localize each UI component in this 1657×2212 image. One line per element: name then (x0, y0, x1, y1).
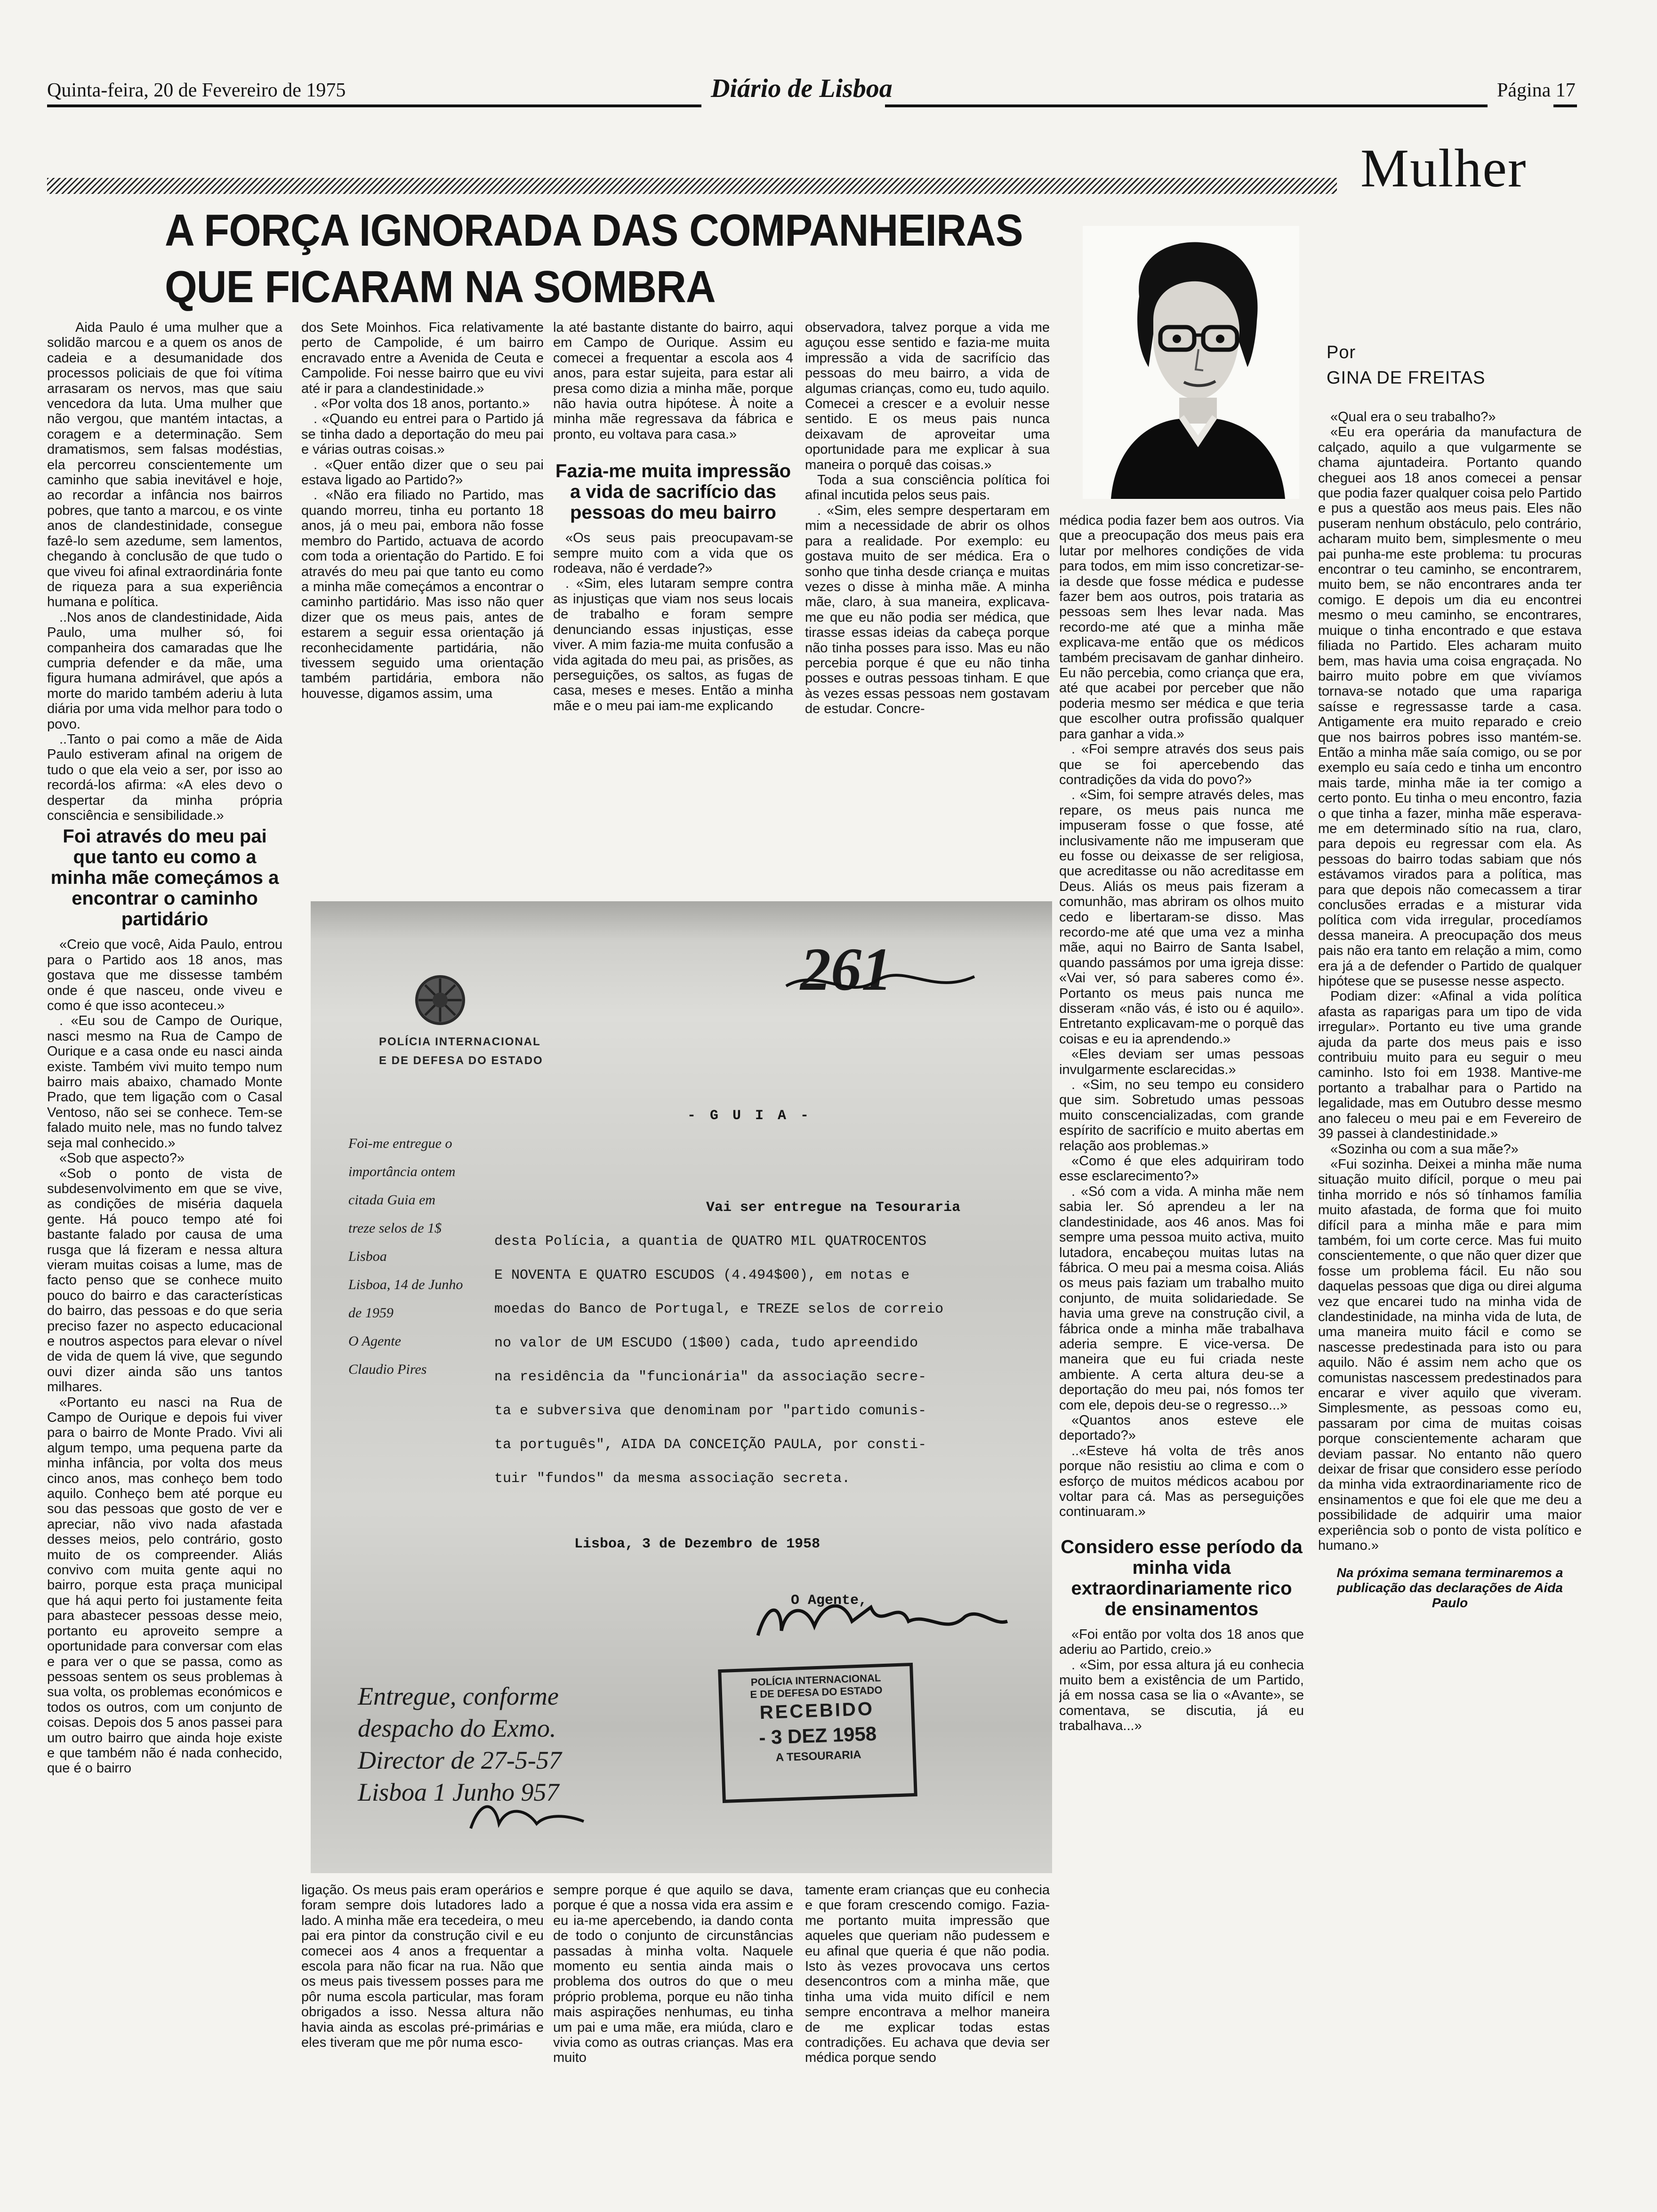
paragraph: . «Sim, eles lutaram sempre contra as injustiças que viam nos seus locais de trabalho e foram sempre denunciando essas injustiças, esse viver. A mim fazia-me muita confusão a vida agitada do meu pai, as prisões, as perseguições, os saltos, as fugas de casa, meses e meses. Então a minha mãe e o meu pai iam-me explicando (553, 576, 793, 713)
subheading: Fazia-me muita impressão a vida de sacrifício das pessoas do meu bairro (555, 461, 791, 523)
typed-line: moedas do Banco de Portugal, e TREZE selos de correio (494, 1301, 944, 1317)
paragraph: «Portanto eu nasci na Rua de Campo de Ourique e depois fui viver para o bairro de Monte Prado. Vivi ali algum tempo, uma pequena parte da minha infância, por volta dos meus cinco anos, mas conheço bem todo aquilo. Conheço bem até porque eu sou das pessoas que gosto de ver e apreciar, não vivo nada afastada desses meios, pelo contrário, gosto muito de os compreender. Aliás convivo com muita gente aqui no bairro, porque esta praça municipal que há aqui perto foi justamente feita para abastecer pessoas desse meio, portanto eu aproveito sempre a oportunidade para conversar com elas e para ver o que se passa, como as pessoas sentem os seus problemas à sua volta, os problemas económicos e todos os outros, com um conjunto de coisas. Depois dos 5 anos passei para um outro bairro que ainda hoje existe e que também não é nada conhecido, que é o bairro (47, 1395, 282, 1776)
paragraph: «Foi então por volta dos 18 anos que aderiu ao Partido, creio.» (1059, 1627, 1304, 1658)
note-line: importância ontem (348, 1164, 456, 1179)
received-stamp (718, 1663, 917, 1803)
paragraph: «Eles deviam ser umas pessoas invulgarmente esclarecidas.» (1059, 1047, 1304, 1077)
paragraph: ..Nos anos de clandestinidade, Aida Paulo, uma mulher só, foi companheira dos camaradas que lhe cumpria defender e da mãe, uma figura humana admirável, que após a morte do marido também aderiu à luta diária por uma vida melhor para todo o povo. (47, 609, 282, 732)
paragraph: . «Foi sempre através dos seus pais que se foi apercebendo das contradições da vida do povo?» (1059, 742, 1304, 787)
paragraph: Podiam dizer: «Afinal a vida política afasta as raparigas para um tipo de vida irregular». Portanto eu tive uma grande ajuda da parte dos meus pais e isso contribuiu muito para eu seguir o meu caminho. Isto foi em 1938. Mantive-me portanto a trabalhar para o Partido na legalidade, mas em Outubro desse mesmo ano faleceu o meu pai e em Fevereiro de 39 passei à clandestinidade.» (1318, 989, 1582, 1142)
header-rule-right (885, 104, 1488, 107)
agent-label: O Agente, (791, 1593, 868, 1609)
typed-line: na residência da "funcionária" da associação secre- (494, 1369, 927, 1385)
note-line: Foi-me entregue o (348, 1136, 452, 1151)
author-photo (1083, 226, 1299, 499)
agency-name-line-2: E DE DEFESA DO ESTADO (379, 1054, 543, 1067)
document-date: Lisboa, 3 de Dezembro de 1958 (574, 1536, 820, 1552)
subheading: Considero esse período da minha vida extraordinariamente rico de ensinamentos (1061, 1536, 1303, 1619)
section-title: Mulher (1360, 138, 1527, 199)
document-typed-body (494, 1191, 1036, 1496)
typed-line: no valor de UM ESCUDO (1$00) cada, tudo apreendido (494, 1335, 918, 1351)
note-line: treze selos de 1$ (348, 1220, 442, 1236)
paragraph: . «Sim, eles sempre despertaram em mim a necessidade de abrir os olhos para a realidade. Por exemplo: eu gostava muito de ser médica. Era o sonho que tinha desde criança e muitas vezes o disse à minha mãe. A minha mãe, claro, à sua maneira, explicava-me que eu não podia ser médica, que tirasse essas ideias da cabeça porque não tinha posses para isso. Mas eu não percebia porque é que eu não tinha posses e outras pessoas tinham. E que às vezes essas pessoas nem gostavam de estudar. Concre- (805, 503, 1050, 717)
paragraph: ..«Esteve há volta de três anos porque não resistiu ao clima e com o esforço de muitos médicos acabou por voltar para cá. Mas as perseguições continuaram.» (1059, 1443, 1304, 1520)
stamp-date: - 3 DEZ 1958 (758, 1722, 877, 1749)
paragraph: «Sob que aspecto?» (59, 1151, 185, 1166)
stamp-line: POLÍCIA INTERNACIONAL (750, 1672, 881, 1688)
article-column-5 (1059, 513, 1304, 2179)
agent-signature-icon (748, 1593, 1012, 1654)
typed-line: desta Polícia, a quantia de QUATRO MIL QUATROCENTOS (494, 1234, 927, 1250)
article-column-2-bottom (301, 1883, 544, 2179)
paragraph: Toda a sua consciência política foi afinal incutida pelos seus pais. (805, 473, 1050, 503)
paragraph: la até bastante distante do bairro, aqui em Campo de Ourique. Assim eu comecei a frequentar a escola aos 4 anos, para estar sujeita, para estar ali presa como dizia a minha mãe, porque não havia outra hipótese. À noite a minha mãe regressava da fábrica e pronto, eu voltava para casa.» (553, 320, 793, 442)
paragraph: ligação. Os meus pais eram operários e foram sempre dois lutadores lado a lado. A minha mãe era tecedeira, o meu pai era pintor da construção civil e eu comecei aos 4 anos a frequentar a escola para não ficar na rua. Não que os meus pais tivessem posses para me pôr numa escola particular, mas foram obrigados a isso. Nessa altura não havia ainda as escolas pré-primárias e eles tiveram que me pôr numa esco- (301, 1883, 544, 2051)
paragraph: médica podia fazer bem aos outros. Via que a preocupação dos meus pais era lutar por melhores condições de vida para todos, em mim isso concretizar-se-ia desde que fosse médica e pudesse fazer bem aos outros, pois trataria as pessoas sem lhes levar nada. Mas recordo-me até que a minha mãe explicava-me então que os médicos também precisavam de ganhar dinheiro. Eu não percebia, como criança que era, até que acabei por perceber que não poderia mesmo ser médica e que teria que escolher outra profissão qualquer para ganhar a vida.» (1059, 513, 1304, 742)
section-hatch-band (47, 178, 1337, 194)
note-line: citada Guia em (348, 1192, 435, 1208)
typed-line: tuir "fundos" da mesma associação secreta. (494, 1471, 851, 1487)
note-line: de 1959 (348, 1305, 394, 1321)
paragraph: . «Só com a vida. A minha mãe nem sabia ler. Só aprendeu a ler na clandestinidade, aos 46 anos. Mas foi sempre uma pessoa muito activa, muito lutadora, encabeçou muitas lutas na fábrica. O meu pai a mesma coisa. Aliás os meus pais faziam um trabalho muito conjunto, de muita solidariedade. Se havia uma greve na construção civil, a fábrica onde a minha mãe trabalhava aderia sempre. E vice-versa. De maneira que eu fui criada neste ambiente. A certa altura deu-se a deportação do meu pai, nós fomos ter com ele, depois deu-se o regresso...» (1059, 1184, 1304, 1413)
article-column-3-bottom (553, 1883, 793, 2179)
article-column-4 (805, 320, 1050, 887)
page-number: Página 17 (1497, 80, 1576, 101)
bottom-handwritten-note (358, 1680, 562, 1808)
header-rule-left (47, 104, 701, 107)
newspaper-name: Diário de Lisboa (711, 74, 893, 103)
paragraph: «Os seus pais preocupavam-se sempre muito com a vida que os rodeava, não é verdade?» (553, 530, 793, 577)
paragraph: sempre porque é que aquilo se dava, porque é que a nossa vida era assim e eu ia-me apercebendo, ia dando conta de todo o conjunto de circunstâncias passadas à minha volta. Naquele momento eu sentia ainda mais o problema dos outros do que o meu próprio problema, porque eu não tinha mais aspirações nenhumas, eu tinha um pai e uma mãe, era miúda, claro e vivia como as outras crianças. Mas era muito (553, 1883, 793, 2066)
stamp-line: RECEBIDO (759, 1698, 875, 1723)
typed-line: ta português", AIDA DA CONCEIÇÃO PAULA, por consti- (494, 1437, 927, 1453)
subheading: Foi através do meu pai que tanto eu como a minha mãe começámos a encontrar o caminho partidário (50, 826, 279, 930)
paragraph: ..Tanto o pai como a mãe de Aida Paulo estiveram afinal na origem de tudo o que ela veio a ser, por isso ao recordá-los afirma: «A eles devo o despertar da minha própria consciência e sensibilidade.» (47, 731, 282, 823)
headline-line-2: QUE FICARAM NA SOMBRA (165, 262, 716, 312)
handwritten-scribble-icon (781, 958, 979, 1010)
margin-handwritten-note (348, 1130, 475, 1384)
paragraph: . «Sim, no seu tempo eu considero que sim. Sobretudo umas pessoas muito conscencializadas, com grande espírito de sacrifício e muito abertas em relação aos problemas.» (1059, 1077, 1304, 1154)
note-line: Lisboa 1 Junho 957 (358, 1778, 559, 1806)
headline-line-1: A FORÇA IGNORADA DAS COMPANHEIRAS (165, 205, 1023, 256)
document-title: - G U I A - (687, 1108, 812, 1124)
paragraph: . «Não era filiado no Partido, mas quando morreu, tinha eu portanto 18 anos, já o meu pai, embora não fosse membro do Partido, actuava de acordo com toda a orientação do Partido. E foi através do meu pai que tanto eu como a minha mãe começámos a encontrar o caminho partidário. Mas isso não quer dizer que os meus pais, antes de estarem a seguir essa orientação já reconhecidamente partidária, não tivessem seguido uma orientação também partidária, embora não houvesse, digamos assim, uma (301, 488, 544, 701)
paragraph: «Sob o ponto de vista de subdesenvolvimento em que se vive, as condições de miséria daquela gente. Há pouco tempo até foi bastante falado por causa de uma rusga que lá fizeram e nessa altura vieram muitas coisas a lume, mas de facto penso que se conhece muito pouco do bairro e das características do bairro, das pessoas e do que seria preciso fazer no aspecto educacional e noutros aspectos para elevar o nível de vida de quem lá vive, que segundo ouvi dizer ainda são uns tantos milhares. (47, 1166, 282, 1395)
byline-prefix: Por (1327, 343, 1356, 362)
typed-line: E NOVENTA E QUATRO ESCUDOS (4.494$00), em notas e (494, 1267, 910, 1283)
article-column-4-bottom (805, 1883, 1050, 2179)
typed-line: ta e subversiva que denominam por "partido comunis- (494, 1403, 927, 1419)
paragraph: dos Sete Moinhos. Fica relativamente perto de Campolide, é um bairro encravado entre a Avenida de Ceuta e Campolide. Foi nesse bairro que eu vivi até ir para a clandestinidade.» (301, 320, 544, 396)
emblem-icon (412, 972, 468, 1028)
stamp-line: E DE DEFESA DO ESTADO (750, 1684, 883, 1700)
header-rule-end (1553, 104, 1577, 107)
article-column-3 (553, 320, 793, 887)
paragraph: «Creio que você, Aida Paulo, entrou para o Partido aos 18 anos, mas gostava que me dissesse também onde é que nasceu, onde viveu e como é que isso aconteceu.» (47, 937, 282, 1014)
paragraph: Aida Paulo é uma mulher que a solidão marcou e a quem os anos de cadeia e a desumanidade dos processos policiais de que foi vítima arrasaram os nervos, mas que saiu vencedora da luta. Uma mulher que não vergou, que mantém intactas, a coragem e a determinação. Sem dramatismos, sem falsas modéstias, ela percorreu conscientemente um caminho que sabia inevitável e hoje, ao recordar a infância nos bairros pobres, que tanto a marcou, e os vinte anos de clandestinidade, consegue fazê-lo sem azedume, sem lamentos, chegando à conclusão de que tudo o que viveu foi afinal extraordinária fonte de riqueza para a sua experiência humana e política. (47, 320, 282, 610)
paragraph: «Fui sozinha. Deixei a minha mãe numa situação muito difícil, porque o meu pai tinha morrido e nós só tínhamos família muito afastada, de forma que foi muito difícil para a minha mãe e para mim também, foi um corte cerce. Mas fui muito conscientemente, o que não quer dizer que fosse um problema fácil. Eu não sou daquelas pessoas que diga ou direi alguma vez que encarei tudo na minha vida de clandestinidade, na minha vida de luta, de uma maneira muito fácil e como se nascesse predestinada para isto ou para aquilo. Não é assim nem acho que os comunistas nascessem predestinados para encarar e viver aquilo que viveram. Simplesmente, as pessoas como eu, passaram por cima de muitas coisas porque conscientemente acharam que deviam passar. No entanto não quero deixar de frisar que considero esse período da minha vida extraordinariamente rico de ensinamentos e que foi ele que me deu a possibilidade de adquirir uma maior experiência sob o ponto de vista político e humano.» (1318, 1156, 1582, 1554)
paragraph: . «Por volta dos 18 anos, portanto.» (314, 396, 530, 412)
note-line: Lisboa, 14 de Junho (348, 1277, 463, 1292)
headline (165, 202, 1023, 315)
byline (1327, 340, 1485, 391)
note-line: Lisboa (348, 1249, 387, 1264)
document-number: 261 (800, 936, 892, 1003)
agency-name-line-1: POLÍCIA INTERNACIONAL (379, 1035, 541, 1048)
paragraph: . «Sim, por essa altura já eu conhecia muito bem a existência de um Partido, já em nossa casa se lia o «Avante», se comentava, se discutia, já eu trabalhava...» (1059, 1657, 1304, 1734)
closing-note: Na próxima semana terminaremos a publicação das declarações de Aida Paulo (1336, 1565, 1563, 1611)
paragraph: . «Quer então dizer que o seu pai estava ligado ao Partido?» (301, 457, 544, 488)
paragraph: . «Eu sou de Campo de Ourique, nasci mesmo na Rua de Campo de Ourique e a casa onde eu nasci ainda existe. Também vivi muito tempo num bairro mais abaixo, chamado Monte Prado, que tem ligação com o Casal Ventoso, não sei se conhece. Tem-se falado muito nele, mas no fundo talvez seja mal conhecido.» (47, 1013, 282, 1151)
paragraph: «Quantos anos esteve ele deportado?» (1059, 1412, 1304, 1443)
paragraph: tamente eram crianças que eu conhecia e que foram crescendo comigo. Fazia-me portanto muita impressão que aqueles que queriam não pudessem e eu afinal que queria é que não podia. Isto às vezes provocava uns certos desencontros com a minha mãe, que tinha uma vida muito difícil e nem sempre encontrava a melhor maneira de me explicar todas estas contradições. Eu achava que devia ser médica porque sendo (805, 1883, 1050, 2066)
paragraph: «Sozinha ou com a sua mãe?» (1330, 1141, 1519, 1157)
note-line: O Agente (348, 1333, 401, 1349)
paragraph: «Qual era o seu trabalho?» (1330, 409, 1496, 425)
note-line: Director de 27-5-57 (358, 1746, 562, 1774)
note-line: Claudio Pires (348, 1362, 427, 1377)
article-column-2 (301, 320, 544, 887)
stamp-line: A TESOURARIA (775, 1748, 862, 1764)
pide-document-image (311, 901, 1052, 1873)
byline-author: GINA DE FREITAS (1327, 368, 1486, 388)
paragraph: observadora, talvez porque a vida me aguçou esse sentido e fazia-me muita impressão a vida de sacrifício das pessoas do meu bairro, a vida de algumas crianças, como eu, tudo aquilo. Comecei a crescer e a evoluir nesse sentido. E os meus pais nunca deixavam de aproveitar uma oportunidade para me explicar à sua maneira o porquê das coisas.» (805, 320, 1050, 473)
note-line: Entregue, conforme (358, 1682, 559, 1710)
paragraph: «Eu era operária da manufactura de calçado, aquilo a que vulgarmente se chama ajuntadeira. Portanto quando cheguei aos 18 anos comecei a pensar que podia fazer qualquer coisa pelo Partido e pus a questão aos meus pais. Eles não puseram nenhum obstáculo, pelo contrário, acharam muito bem, simplesmente o meu pai punha-me este problema: tu procuras encontrar o teu caminho, se encontrarem, muito bem, se não encontrares anda ter comigo. E depois um dia eu encontrei mesmo o meu caminho, se encontrares, muique o tinha encontrado e que estava filiada no Partido. Eles acharam muito bem, mas havia uma coisa engraçada. No bairro muito pobre em que vivíamos tornava-se notado que uma rapariga saísse e regressasse tarde a casa. Antigamente era muito reparado e creio que nos bairros pobres isso mantém-se. Então a minha mãe saía comigo, ou se por exemplo eu saía cedo e tinha um encontro mais tarde, minha mãe ia ter comigo a certo ponto. Eu tinha o meu encontro, fazia o que tinha a fazer, minha mãe esperava-me em determinado sítio na rua, claro, para depois eu regressar com ela. As pessoas do bairro todas sabiam que nós estávamos virados para a política, mas para que depois não comecassem a tirar conclusões erradas e a misturar vida política com vida irregular, procedíamos dessa maneira. A preocupação dos meus pais não era tanto em relação a mim, como era já a de defender o Partido de qualquer hipótese que se pusesse nesse aspecto. (1318, 425, 1582, 989)
article-column-1 (47, 320, 282, 2179)
typed-line: Vai ser entregue na Tesouraria (706, 1200, 961, 1216)
bottom-signature-icon (466, 1795, 588, 1843)
article-column-6 (1318, 409, 1582, 2179)
note-line: despacho do Exmo. (358, 1714, 556, 1742)
paragraph: . «Quando eu entrei para o Partido já se tinha dado a deportação do meu pai e várias outras coisas.» (301, 411, 544, 457)
paragraph: «Como é que eles adquiriram todo esse esclarecimento?» (1059, 1154, 1304, 1184)
paragraph: . «Sim, foi sempre através deles, mas repare, os meus pais nunca me impuseram fosse o que fosse, até inclusivamente não me impuseram que eu fosse ou deixasse de ser religiosa, que acreditasse ou não acreditasse em Deus. Aliás os meus pais fizeram a comunhão, mas abriram os olhos muito cedo e libertaram-se disso. Mas recordo-me até que uma vez a minha mãe, aqui no Bairro de Santa Isabel, quando passámos por uma igreja disse: «Vai ver, só para saberes como é». Portanto os meus pais nunca me disseram «não vás, é isto ou é aquilo». Entretanto explicavam-me o porquê das coisas e eu ia aprendendo.» (1059, 787, 1304, 1047)
issue-date: Quinta-feira, 20 de Fevereiro de 1975 (47, 80, 346, 101)
